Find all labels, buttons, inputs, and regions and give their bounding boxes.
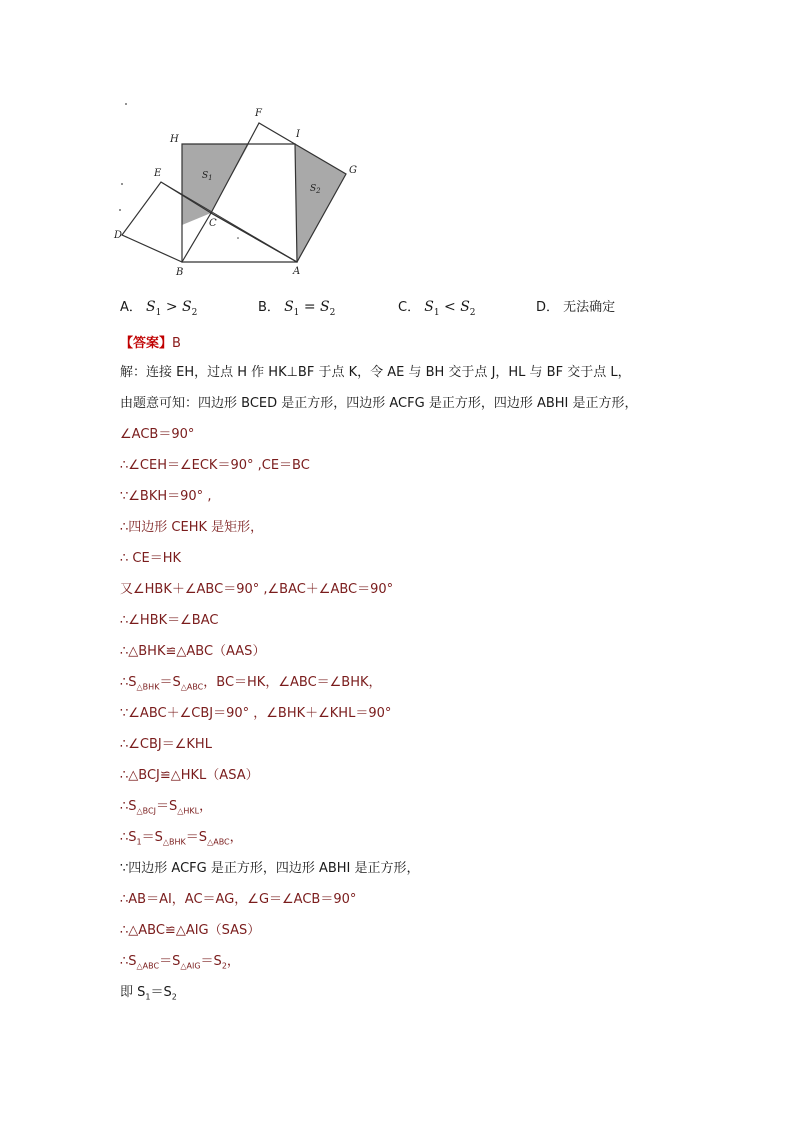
solution-line: 又∠HBK＋∠ABC＝90° ,∠BAC＋∠ABC＝90° [120, 582, 394, 597]
solution-line: ∴ CE＝HK [120, 551, 181, 566]
solution-line [120, 827, 720, 858]
text-run: ∴S [120, 675, 137, 690]
text-run: ＝S [150, 985, 172, 1000]
answer-value: B [172, 336, 181, 351]
point-label-g: G [349, 165, 357, 176]
text-run: ＝S [141, 830, 163, 845]
solution-line [120, 672, 720, 703]
solution-line [120, 796, 720, 827]
point-label-a: A [293, 266, 301, 277]
text-run: 即 S [120, 985, 146, 1000]
text-run: ， [226, 954, 240, 969]
text-run: ∴S [120, 830, 137, 845]
solution-line: ∴AB＝AI，AC＝AG，∠G＝∠ACB＝90° [120, 892, 357, 907]
option-expression: $S_1 = S_2$ [284, 299, 336, 318]
solution-line: ∴△BHK≌△ABC（AAS） [120, 644, 266, 659]
solution-line: ∵四边形 ACFG 是正方形，四边形 ABHI 是正方形， [120, 861, 420, 876]
subscript: 2 [221, 961, 227, 971]
text-run: ， [229, 830, 243, 845]
solution-line: 解：连接 EH，过点 H 作 HK⊥BF 于点 K，令 AE 与 BH 交于点 J，HL 与 BF 交于点 L， [120, 365, 631, 380]
subscript: △BHK [136, 682, 160, 692]
solution-line: ∴△BCJ≌△HKL（ASA） [120, 768, 259, 783]
solution-line: ∵∠BKH＝90° , [120, 489, 212, 504]
scan-speck [125, 103, 127, 105]
shaded-region-s2 [295, 144, 346, 262]
subscript: 2 [171, 992, 177, 1002]
option-letter: B． [258, 300, 280, 315]
text-run: ＝S [185, 830, 208, 845]
solution-line: 由题意可知：四边形 BCED 是正方形，四边形 ACFG 是正方形，四边形 ABHI 是正方形， [120, 396, 638, 411]
solution-line: ∴∠CBJ＝∠KHL [120, 737, 212, 752]
region-label-s2: $S_2$ [310, 184, 321, 195]
text-run: ∴S [120, 799, 137, 814]
solution-line: ∴四边形 CEHK 是矩形， [120, 520, 264, 535]
subscript: △ABC [136, 961, 160, 971]
solution-steps [120, 362, 720, 1013]
subscript: △ABC [207, 837, 230, 847]
point-label-e: E [154, 168, 162, 179]
text-run: ＝S [159, 954, 181, 969]
subscript: 1 [136, 837, 142, 847]
solution-line: ∴∠CEH＝∠ECK＝90° ,CE＝BC [120, 458, 310, 473]
option-letter: D． [536, 300, 560, 315]
solution-line: ∠ACB＝90° [120, 427, 195, 442]
scan-speck [121, 183, 123, 185]
text-run: ∴S [120, 954, 137, 969]
point-label-d: D [114, 230, 123, 241]
text-run: ＝S [159, 675, 181, 690]
answer-line [120, 332, 181, 351]
option-expression: $S_1 < S_2$ [424, 299, 476, 318]
option-c[interactable] [398, 296, 476, 318]
point-label-h: H [170, 134, 179, 145]
option-expression: $S_1 > S_2$ [146, 299, 198, 318]
solution-line [120, 982, 720, 1013]
scan-speck [119, 209, 121, 211]
point-label-b: B [176, 267, 184, 278]
geometry-figure [112, 98, 372, 280]
solution-line: ∴∠HBK＝∠BAC [120, 613, 219, 628]
option-text: 无法确定 [563, 300, 616, 315]
region-label-s1: $S_1$ [202, 171, 213, 182]
option-letter: C． [398, 300, 421, 315]
solution-line: ∵∠ABC＋∠CBJ＝90° ，∠BHK＋∠KHL＝90° [120, 706, 392, 721]
scan-speck [237, 237, 239, 239]
answer-label: 【答案】 [120, 336, 173, 351]
answer-options [120, 296, 720, 316]
text-run: ＝S [155, 799, 178, 814]
solution-line: ∴△ABC≌△AIG（SAS） [120, 923, 261, 938]
subscript: △ABC [180, 682, 204, 692]
geometry-diagram [112, 98, 372, 280]
option-letter: A． [120, 300, 142, 315]
subscript: △AIG [180, 961, 201, 971]
subscript: 1 [145, 992, 151, 1002]
segment-ea [161, 182, 297, 262]
option-d[interactable] [536, 296, 615, 315]
text-run: ，BC＝HK，∠ABC＝∠BHK， [203, 675, 382, 690]
text-run: ＝S [200, 954, 222, 969]
point-label-f: F [255, 108, 262, 119]
subscript: △BCJ [136, 806, 156, 816]
text-run: ， [199, 799, 213, 814]
option-a[interactable] [120, 296, 197, 318]
solution-line [120, 951, 720, 982]
point-label-c: C [209, 218, 217, 229]
subscript: △HKL [177, 806, 200, 816]
subscript: △BHK [162, 837, 186, 847]
shaded-region-s1 [182, 144, 249, 225]
point-label-i: I [296, 129, 300, 140]
option-b[interactable] [258, 296, 335, 318]
